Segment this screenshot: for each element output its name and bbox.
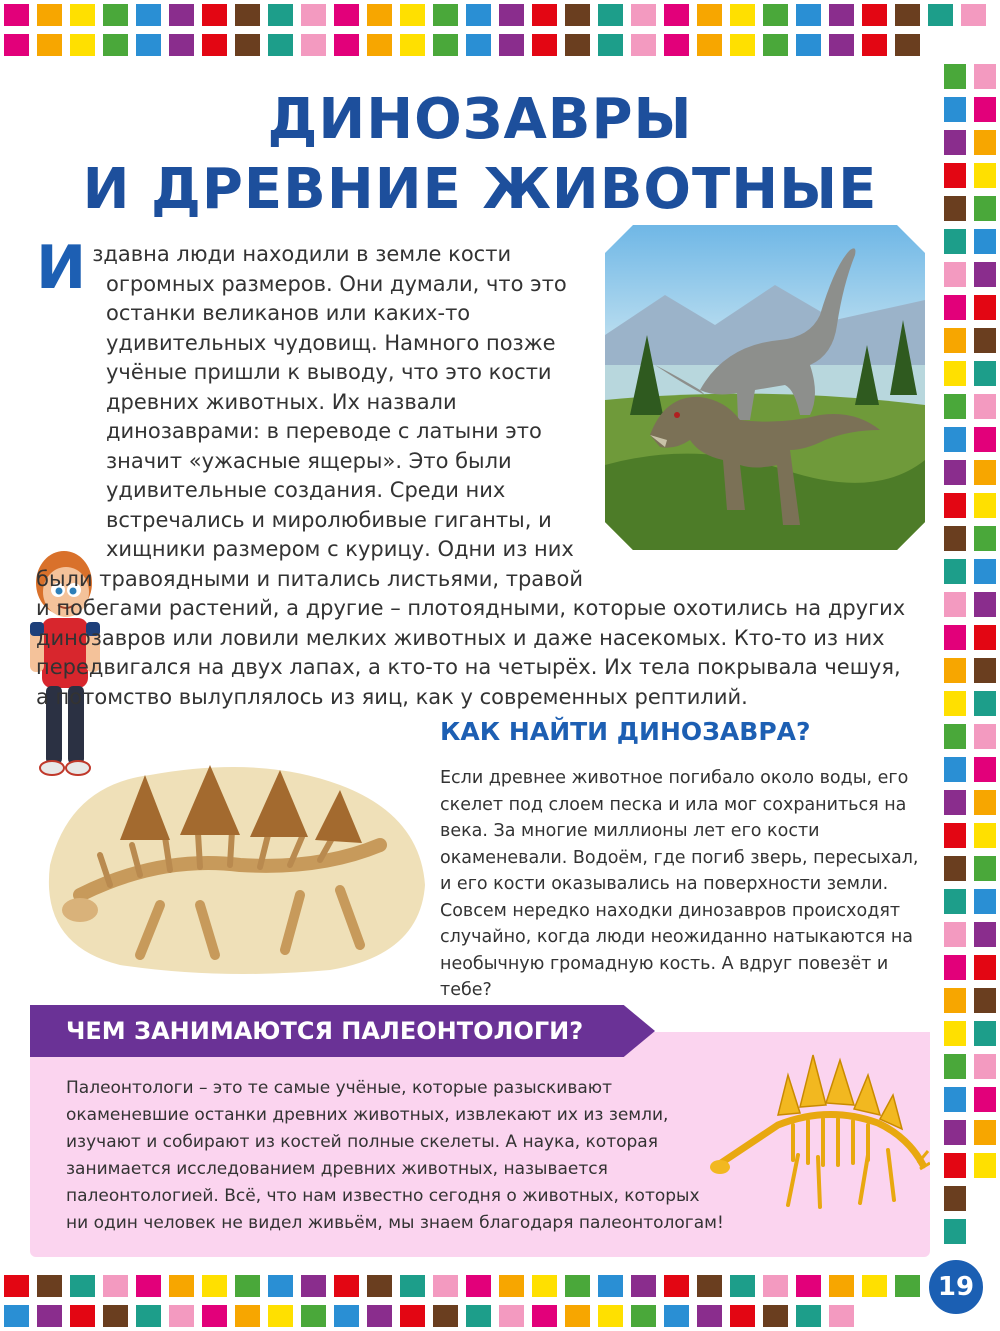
- border-tile: [862, 1275, 887, 1297]
- border-tile: [136, 34, 161, 56]
- border-tile: [944, 592, 966, 617]
- border-tile: [136, 1305, 161, 1327]
- border-tile: [928, 4, 953, 26]
- border-tile: [944, 559, 966, 584]
- border-tile: [829, 1275, 854, 1297]
- intro-text: здавна люди находили в земле кости огромных размеров. Они думали, что это останки великанов или каких-то удивительных чудовищ. Намного позже учёные пришли к выводу, что это кости древних животных. Их назвали динозаврами: в переводе с латыни это значит «ужасные ящеры». Это были удивительные создания. Среди них встречались и миролюбивые гиганты, и хищники размером с курицу. Одни из них были травоядными и питались листьями, травой и побегами растений, а другие – плотоядными, которые охотились на других динозавров или ловили мелких животных и даже насекомых. Кто-то из них передвигался на двух лапах, а кто-то на четырёх. Их тела покрывала чешуя, а потомство вылуплялось из яиц, как у современных рептилий.: [36, 242, 906, 709]
- border-tile: [974, 625, 996, 650]
- border-tile: [974, 1021, 996, 1046]
- border-tile: [400, 1275, 425, 1297]
- border-tile: [944, 97, 966, 122]
- border-tile: [466, 4, 491, 26]
- border-tile: [268, 1305, 293, 1327]
- border-tile: [944, 163, 966, 188]
- border-tile: [400, 4, 425, 26]
- border-tile: [944, 724, 966, 749]
- find-dinosaur-heading: КАК НАЙТИ ДИНОЗАВРА?: [440, 717, 811, 746]
- border-tile: [697, 1305, 722, 1327]
- border-tile: [4, 4, 29, 26]
- border-tile: [169, 4, 194, 26]
- border-tile: [334, 34, 359, 56]
- border-tile: [565, 1305, 590, 1327]
- border-tile: [974, 526, 996, 551]
- border-tile: [944, 889, 966, 914]
- border-tile: [400, 34, 425, 56]
- border-tile: [103, 4, 128, 26]
- border-tile: [730, 1305, 755, 1327]
- border-tile: [367, 1275, 392, 1297]
- border-tile: [974, 229, 996, 254]
- border-tile: [631, 1305, 656, 1327]
- border-tile: [974, 361, 996, 386]
- border-tile: [433, 34, 458, 56]
- border-tile: [974, 1120, 996, 1145]
- border-tile: [974, 97, 996, 122]
- border-tile: [974, 658, 996, 683]
- border-tile: [895, 34, 920, 56]
- border-tile: [4, 1275, 29, 1297]
- border-tile: [974, 1087, 996, 1112]
- border-tile: [796, 4, 821, 26]
- border-tile: [944, 1186, 966, 1211]
- border-tile: [974, 295, 996, 320]
- border-tile: [565, 4, 590, 26]
- stegosaurus-skeleton-illustration: [708, 1045, 930, 1220]
- intro-dropcap: И: [36, 233, 87, 303]
- border-tile: [862, 34, 887, 56]
- title-line-2: И ДРЕВНИЕ ЖИВОТНЫЕ: [82, 157, 878, 222]
- border-tile: [664, 1275, 689, 1297]
- border-tile: [367, 34, 392, 56]
- border-tile: [974, 427, 996, 452]
- border-tile: [944, 295, 966, 320]
- border-tile: [796, 1275, 821, 1297]
- border-tile: [763, 1305, 788, 1327]
- border-tile: [944, 625, 966, 650]
- border-tile: [974, 922, 996, 947]
- border-tile: [974, 1054, 996, 1079]
- border-tile: [944, 823, 966, 848]
- fossil-bones-illustration: [40, 745, 430, 980]
- border-tile: [763, 1275, 788, 1297]
- border-tile: [37, 4, 62, 26]
- border-tile: [944, 262, 966, 287]
- border-tile: [944, 790, 966, 815]
- border-tile: [334, 4, 359, 26]
- border-tile: [944, 196, 966, 221]
- border-tile: [433, 4, 458, 26]
- border-tile: [532, 4, 557, 26]
- border-tile: [532, 1275, 557, 1297]
- border-tile: [944, 64, 966, 89]
- tile-border-right: [940, 60, 1000, 1272]
- border-tile: [862, 4, 887, 26]
- border-tile: [974, 328, 996, 353]
- border-tile: [944, 856, 966, 881]
- border-tile: [235, 1275, 260, 1297]
- border-tile: [944, 922, 966, 947]
- border-tile: [974, 262, 996, 287]
- border-tile: [202, 1275, 227, 1297]
- border-tile: [565, 34, 590, 56]
- border-tile: [499, 4, 524, 26]
- border-tile: [944, 460, 966, 485]
- border-tile: [829, 1305, 854, 1327]
- title-line-1: ДИНОЗАВРЫ: [267, 87, 693, 152]
- border-tile: [829, 4, 854, 26]
- border-tile: [169, 1275, 194, 1297]
- border-tile: [268, 1275, 293, 1297]
- border-tile: [4, 1305, 29, 1327]
- border-tile: [598, 1305, 623, 1327]
- tile-border-bottom: [0, 1271, 940, 1331]
- border-tile: [974, 460, 996, 485]
- border-tile: [4, 34, 29, 56]
- border-tile: [598, 34, 623, 56]
- border-tile: [944, 328, 966, 353]
- border-tile: [532, 34, 557, 56]
- border-tile: [974, 955, 996, 980]
- border-tile: [202, 4, 227, 26]
- border-tile: [499, 34, 524, 56]
- border-tile: [974, 196, 996, 221]
- border-tile: [367, 1305, 392, 1327]
- border-tile: [974, 493, 996, 518]
- border-tile: [944, 988, 966, 1013]
- border-tile: [664, 1305, 689, 1327]
- border-tile: [944, 658, 966, 683]
- border-tile: [400, 1305, 425, 1327]
- border-tile: [974, 757, 996, 782]
- border-tile: [169, 34, 194, 56]
- border-tile: [974, 790, 996, 815]
- border-tile: [565, 1275, 590, 1297]
- border-tile: [730, 4, 755, 26]
- border-tile: [697, 34, 722, 56]
- intro-boy-spacer: [6, 316, 96, 546]
- intro-picture-spacer: [616, 230, 936, 560]
- border-tile: [730, 34, 755, 56]
- border-tile: [944, 1021, 966, 1046]
- paleontologists-heading: ЧЕМ ЗАНИМАЮТСЯ ПАЛЕОНТОЛОГИ?: [66, 1017, 584, 1045]
- border-tile: [944, 691, 966, 716]
- border-tile: [103, 1305, 128, 1327]
- border-tile: [974, 130, 996, 155]
- border-tile: [944, 1087, 966, 1112]
- border-tile: [466, 34, 491, 56]
- border-tile: [697, 1275, 722, 1297]
- border-tile: [944, 361, 966, 386]
- border-tile: [944, 130, 966, 155]
- tile-border-top: [0, 0, 1000, 60]
- border-tile: [829, 34, 854, 56]
- border-tile: [433, 1275, 458, 1297]
- border-tile: [974, 988, 996, 1013]
- border-tile: [70, 34, 95, 56]
- border-tile: [202, 34, 227, 56]
- border-tile: [235, 1305, 260, 1327]
- border-tile: [37, 34, 62, 56]
- paleontologists-text: Палеонтологи – это те самые учёные, которые разыскивают окаменевшие останки древних животных, извлекают их из земли, изучают и собирают из костей полные скелеты. А наука, которая занимается исследованием древних животных, называется палеонтологией. Всё, что нам известно сегодня о животных, которых ни один человек не видел живьём, мы знаем благодаря палеонтологам!: [66, 1078, 724, 1233]
- border-tile: [974, 823, 996, 848]
- border-tile: [961, 4, 986, 26]
- border-tile: [944, 757, 966, 782]
- border-tile: [944, 526, 966, 551]
- border-tile: [944, 229, 966, 254]
- border-tile: [974, 856, 996, 881]
- border-tile: [334, 1275, 359, 1297]
- border-tile: [631, 34, 656, 56]
- border-tile: [301, 34, 326, 56]
- border-tile: [974, 559, 996, 584]
- border-tile: [70, 4, 95, 26]
- border-tile: [235, 4, 260, 26]
- border-tile: [944, 493, 966, 518]
- border-tile: [944, 1120, 966, 1145]
- border-tile: [763, 34, 788, 56]
- find-dinosaur-text: Если древнее животное погибало около воды, его скелет под слоем песка и ила мог сохраниться на века. За многие миллионы лет его кости окаменевали. Водоём, где погиб зверь, пересыхал, и его кости оказывались на поверхности земли. Совсем нередко находки динозавров происходят случайно, когда люди неожиданно натыкаются на необычную громадную кость. А вдруг повезёт и тебе?: [440, 768, 919, 1000]
- border-tile: [697, 4, 722, 26]
- page-number-badge: 19: [926, 1257, 986, 1317]
- border-tile: [466, 1275, 491, 1297]
- border-tile: [301, 1275, 326, 1297]
- border-tile: [631, 4, 656, 26]
- border-tile: [37, 1275, 62, 1297]
- border-tile: [796, 34, 821, 56]
- border-tile: [268, 4, 293, 26]
- border-tile: [944, 1219, 966, 1244]
- border-tile: [70, 1275, 95, 1297]
- border-tile: [70, 1305, 95, 1327]
- border-tile: [974, 64, 996, 89]
- border-tile: [974, 724, 996, 749]
- border-tile: [974, 1153, 996, 1178]
- border-tile: [974, 889, 996, 914]
- border-tile: [169, 1305, 194, 1327]
- border-tile: [944, 427, 966, 452]
- border-tile: [268, 34, 293, 56]
- border-tile: [944, 1054, 966, 1079]
- border-tile: [974, 592, 996, 617]
- border-tile: [202, 1305, 227, 1327]
- border-tile: [730, 1275, 755, 1297]
- border-tile: [631, 1275, 656, 1297]
- border-tile: [136, 4, 161, 26]
- border-tile: [466, 1305, 491, 1327]
- border-tile: [944, 1153, 966, 1178]
- border-tile: [974, 163, 996, 188]
- border-tile: [796, 1305, 821, 1327]
- border-tile: [235, 34, 260, 56]
- border-tile: [763, 4, 788, 26]
- border-tile: [598, 4, 623, 26]
- border-tile: [301, 1305, 326, 1327]
- border-tile: [895, 1275, 920, 1297]
- border-tile: [103, 1275, 128, 1297]
- border-tile: [664, 4, 689, 26]
- border-tile: [944, 955, 966, 980]
- border-tile: [944, 394, 966, 419]
- border-tile: [974, 394, 996, 419]
- border-tile: [664, 34, 689, 56]
- border-tile: [974, 691, 996, 716]
- border-tile: [433, 1305, 458, 1327]
- border-tile: [301, 4, 326, 26]
- border-tile: [37, 1305, 62, 1327]
- border-tile: [499, 1275, 524, 1297]
- border-tile: [598, 1275, 623, 1297]
- border-tile: [895, 4, 920, 26]
- border-tile: [499, 1305, 524, 1327]
- page-title: [40, 85, 920, 225]
- border-tile: [103, 34, 128, 56]
- intro-paragraph: [36, 233, 916, 712]
- border-tile: [532, 1305, 557, 1327]
- border-tile: [334, 1305, 359, 1327]
- border-tile: [136, 1275, 161, 1297]
- border-tile: [367, 4, 392, 26]
